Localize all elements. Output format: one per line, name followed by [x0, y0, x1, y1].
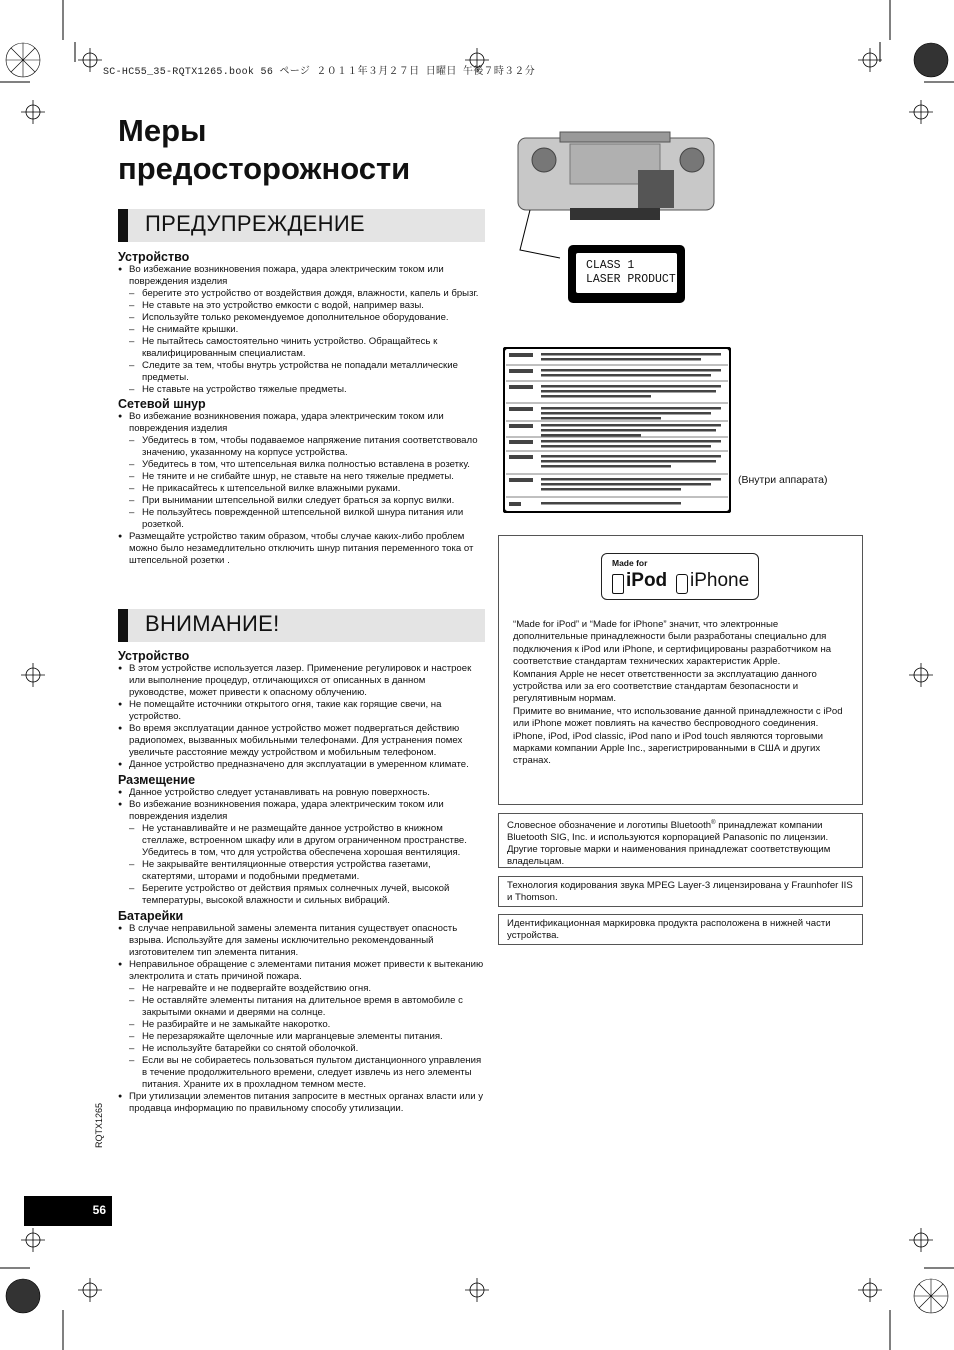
list-item: ● Во избежание возникновения пожара, удара электрическим током или повреждения изделия [118, 799, 484, 823]
page-title-line1: Меры [118, 113, 207, 148]
warning-heading: ПРЕДУПРЕЖДЕНИЕ [145, 211, 365, 236]
logo-ipod: iPod [626, 570, 668, 591]
laser-label-line1: CLASS 1 [586, 259, 635, 272]
ipod-paragraph: iPhone, iPod, iPod classic, iPod nano и iPod touch являются торговыми марками компании Apple Inc., зарегистрированными в США и других странах. [513, 730, 823, 767]
list-item: – Не устанавливайте и не размещайте данное устройство в книжном стеллаже, встроенном шкафу или в другом ограниченном пространстве. Убедитесь в том, что для устройства обеспечена хорошая вентиляция. [118, 823, 484, 859]
laser-label [568, 245, 685, 303]
list-item: ● Данное устройство предназначено для эксплуатации в умеренном климате. [118, 759, 484, 771]
list-item: – Если вы не собираетесь пользоваться пультом дистанционного управления в течение продолжительного времени, следует извлечь из него элементы питания. Храните их в прохладном темном месте. [118, 1055, 484, 1091]
list-item: – Используйте только рекомендуемое дополнительное оборудование. [118, 312, 484, 324]
bluetooth-text-start: Словесное обозначение и логотипы Bluetooth [507, 820, 712, 832]
page-title-line2: предосторожности [118, 151, 411, 186]
list-item: – Не тяните и не сгибайте шнур, не ставьте на него тяжелые предметы. [118, 471, 484, 483]
list-item: ● Данное устройство следует устанавливать на ровную поверхность. [118, 787, 484, 799]
list-item: ● Во избежание возникновения пожара, удара электрическим током или повреждения изделия [118, 264, 484, 288]
list-item: – Не оставляйте элементы питания на длительное время в автомобиле с закрытыми окнами и дверями на солнце. [118, 995, 484, 1019]
caution-device-title: Устройство [118, 649, 190, 663]
list-item: – Не перезаряжайте щелочные или марганцевые элементы питания. [118, 1031, 484, 1043]
list-item: – Не закрывайте вентиляционные отверстия устройства газетами, скатертями, шторами и подобными предметами. [118, 859, 484, 883]
mpeg-box [498, 876, 863, 907]
made-for-ipod-iphone-logo [601, 553, 759, 600]
list-item: – При вынимании штепсельной вилки следует браться за корпус вилки. [118, 495, 484, 507]
bluetooth-box [498, 813, 863, 868]
logo-iphone: iPhone [690, 570, 750, 591]
laser-label-line2: LASER PRODUCT [586, 273, 676, 286]
list-item: – Убедитесь в том, чтобы подаваемое напряжение питания соответствовало значению, указанному на корпусе устройства. [118, 435, 484, 459]
page-number-box [24, 1196, 112, 1226]
list-item: – Не пользуйтесь поврежденной штепсельной вилкой шнура питания или розеткой. [118, 507, 484, 531]
warning-heading-band [118, 209, 485, 242]
list-item: ● Неправильное обращение с элементами питания может привести к вытеканию электролита и стать причиной пожара. [118, 959, 484, 983]
list-item: – Не используйте батарейки со снятой оболочкой. [118, 1043, 484, 1055]
list-item: ● В случае неправильной замены элемента питания существует опасность взрыва. Используйте для замены исключительно рекомендованный изготовителем тип элемента питания. [118, 923, 484, 959]
list-item: ● Во избежание возникновения пожара, удара электрическим током или повреждения изделия [118, 411, 484, 435]
list-item: ● При утилизации элементов питания запросите в местных органах власти или у продавца информацию по правильному способу утилизации. [118, 1091, 484, 1115]
page-title [118, 112, 410, 188]
ipod-device-icon [612, 574, 624, 594]
bluetooth-text-end: принадлежат компании Bluetooth SIG, Inc. и используются корпорацией Panasonic по лицензии. Другие торговые марки и наименования принадлежат соответствующим владельцам. [507, 820, 831, 868]
list-item: – Не нагревайте и не подвергайте воздействию огня. [118, 983, 484, 995]
ipod-paragraph: Компания Apple не несет ответственности за эксплуатацию данного устройства или за его соответствие стандартам безопасности и регулятивным нормам. [513, 668, 817, 705]
list-item: – Не ставьте на это устройство емкости с водой, например вазы. [118, 300, 484, 312]
inside-caption: (Внутри аппарата) [738, 474, 828, 486]
list-item: ● В этом устройстве используется лазер. Применение регулировок и настроек или выполнение процедур, отличающихся от описанных в данном руководстве, может привести к опасному облучению. [118, 663, 484, 699]
warning-section [118, 248, 484, 567]
list-item: – Не разбирайте и не замыкайте накоротко. [118, 1019, 484, 1031]
ipod-paragraph: “Made for iPod” и “Made for iPhone” значит, что электронные дополнительные принадлежности были разработаны специально для подключения к iPod или iPhone, и сертифицированы разработчиком на соответствие стандартам технических характеристик Apple. [513, 619, 832, 668]
list-item: – Берегите устройство от действия прямых солнечных лучей, высокой температуры, высокой влажности и сильных вибраций. [118, 883, 484, 907]
warning-device-title: Устройство [118, 250, 190, 264]
id-marking-text: Идентификационная маркировка продукта расположена в нижней части устройства. [507, 918, 831, 941]
list-item: – Не пытайтесь самостоятельно чинить устройство. Обращайтесь к квалифицированным специалистам. [118, 336, 484, 360]
caution-heading-band [118, 609, 485, 642]
side-code: RQTX1265 [94, 1102, 104, 1148]
print-header: SC-HC55_35-RQTX1265.book 56 ページ ２０１１年３月２７日 日曜日 午後７時３２分 [103, 67, 536, 78]
caution-placement-title: Размещение [118, 773, 196, 787]
list-item: – Не снимайте крышки. [118, 324, 484, 336]
id-marking-box [498, 914, 863, 945]
list-item: – Не прикасайтесь к штепсельной вилке влажными руками. [118, 483, 484, 495]
list-item: – Убедитесь в том, что штепсельная вилка полностью вставлена в розетку. [118, 459, 484, 471]
list-item: ● Не помещайте источники открытого огня, такие как горящие свечи, на устройство. [118, 699, 484, 723]
laser-warning-sticker [503, 347, 731, 513]
mpeg-text: Технология кодирования звука MPEG Layer-3 лицензирована у Fraunhofer IIS и Thomson. [507, 880, 853, 903]
warning-cord-title: Сетевой шнур [118, 397, 206, 411]
ipod-text [513, 619, 851, 768]
registered-mark: ® [711, 820, 716, 826]
page-number: 56 [92, 1203, 106, 1217]
iphone-device-icon [676, 574, 688, 594]
list-item: – Не ставьте на устройство тяжелые предметы. [118, 384, 484, 396]
list-item: ● Размещайте устройство таким образом, чтобы случае каких-либо проблем можно было незамедлительно отключить шнур питания переменного тока от штепсельной розетки . [118, 531, 484, 567]
list-item: – берегите это устройство от воздействия дождя, влажности, капель и брызг. [118, 288, 484, 300]
caution-section [118, 647, 484, 1115]
caution-heading: ВНИМАНИЕ! [145, 611, 280, 636]
logo-made-for: Made for [612, 558, 648, 568]
ipod-paragraph: Примите во внимание, что использование данной принадлежности с iPod или iPhone может повлиять на качество беспроводного соединения. [513, 705, 843, 730]
list-item: ● Во время эксплуатации данное устройство может подвергаться действию радиопомех, вызванных мобильными телефонами. Для устранения помех увеличьте расстояние между устройством и мобильным телефоном. [118, 723, 484, 759]
caution-battery-title: Батарейки [118, 909, 184, 923]
list-item: – Следите за тем, чтобы внутрь устройства не попадали металлические предметы. [118, 360, 484, 384]
